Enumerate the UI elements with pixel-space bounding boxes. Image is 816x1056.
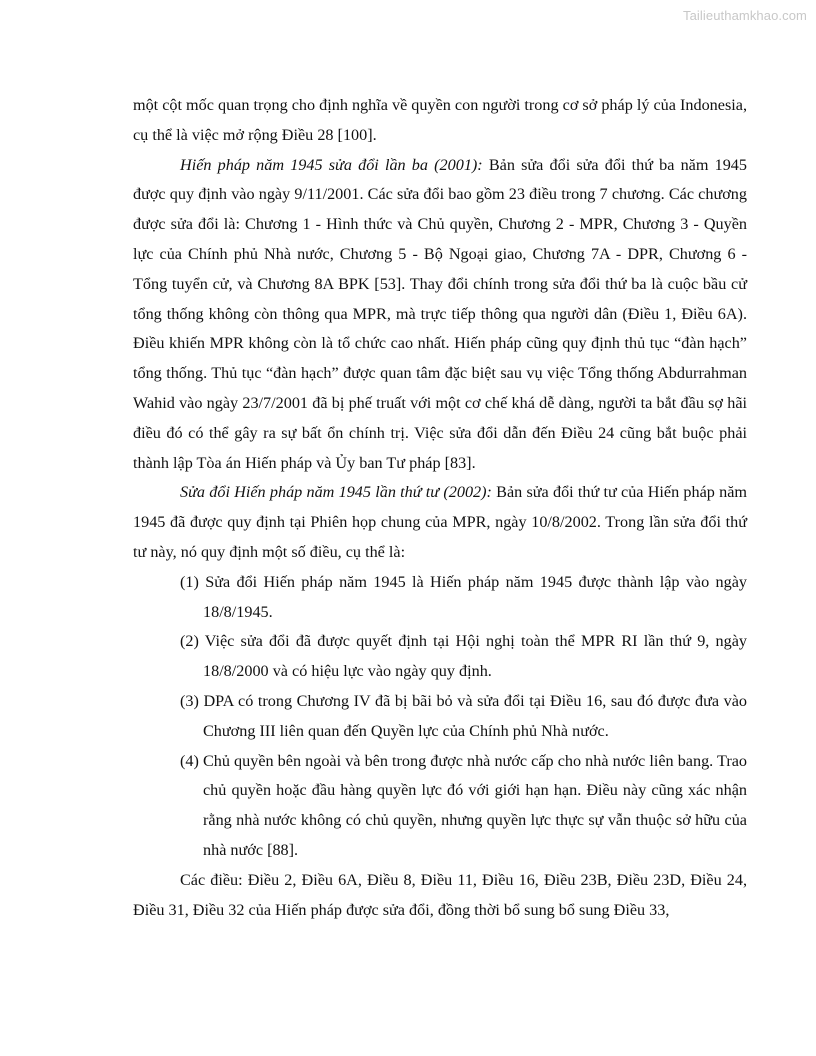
paragraph-intro [133,91,747,151]
list-item: (4) Chủ quyền bên ngoài và bên trong được nhà nước cấp cho nhà nước liên bang. Trao chủ quyền hoặc đầu hàng quyền lực đó với giới hạn hạn. Điều này cũng xác nhận rằng nhà nước không có chủ quyền, nhưng quyền lực thực sự vẫn thuộc sở hữu của nhà nước [88]. [180,751,747,859]
paragraph-third-amendment [133,151,747,479]
paragraph-lead: Sửa đổi Hiến pháp năm 1945 lần thứ tư (2002): [180,483,492,502]
paragraph-closing [133,866,747,926]
paragraph-text: một cột mốc quan trọng cho định nghĩa về quyền con người trong cơ sở pháp lý của Indonesia, cụ thể là việc mở rộng Điều 28 [100]. [133,96,747,144]
document-body [133,91,747,925]
list-item: (2) Việc sửa đổi đã được quyết định tại Hội nghị toàn thể MPR RI lần thứ 9, ngày 18/8/2000 và có hiệu lực vào ngày quy định. [180,632,747,681]
paragraph-text: Các điều: Điều 2, Điều 6A, Điều 8, Điều 11, Điều 16, Điều 23B, Điều 23D, Điều 24, Điều 31, Điều 32 của Hiến pháp được sửa đổi, đồng thời bổ sung bổ sung Điều 33, [133,870,747,919]
list-item: (3) DPA có trong Chương IV đã bị bãi bỏ và sửa đổi tại Điều 16, sau đó được đưa vào Chương III liên quan đến Quyền lực của Chính phủ Nhà nước. [180,691,747,740]
paragraph-text: Bản sửa đổi sửa đổi thứ ba năm 1945 được quy định vào ngày 9/11/2001. Các sửa đổi bao gồm 23 điều trong 7 chương. Các chương được sửa đổi là: Chương 1 - Hình thức và Chủ quyền, Chương 2 - MPR, Chương 3 - Quyền lực của Chính phủ Nhà nước, Chương 5 - Bộ Ngoại giao, Chương 7A - DPR, Chương 6 - Tổng tuyển cử, và Chương 8A BPK [53]. Thay đổi chính trong sửa đổi thứ ba là cuộc bầu cử tổng thống không còn thông qua MPR, mà trực tiếp thông qua người dân (Điều 1, Điều 6A). Điều khiến MPR không còn là tổ chức cao nhất. Hiến pháp cũng quy định thủ tục “đàn hạch” tổng thống. Thủ tục “đàn hạch” được quan tâm đặc biệt sau vụ việc Tổng thống Abdurrahman Wahid vào ngày 23/7/2001 đã bị phế truất với một cơ chế khá dễ dàng, người ta bắt đầu sợ hãi điều đó có thể gây ra sự bất ổn chính trị. Việc sửa đổi dẫn đến Điều 24 cũng bắt buộc phải thành lập Tòa án Hiến pháp và Ủy ban Tư pháp [83]. [133,155,747,472]
watermark: Tailieuthamkhao.com [682,8,807,23]
paragraph-text: Bản sửa đổi thứ tư của Hiến pháp năm 1945 đã được quy định tại Phiên họp chung của MPR, ngày 10/8/2002. Trong lần sửa đổi thứ tư này, nó quy định một số điều, cụ thể là: [133,483,747,561]
list-item: (1) Sửa đổi Hiến pháp năm 1945 là Hiến pháp năm 1945 được thành lập vào ngày 18/8/1945. [180,572,747,621]
paragraph-fourth-amendment [133,478,747,567]
paragraph-lead: Hiến pháp năm 1945 sửa đổi lần ba (2001): [180,155,483,174]
